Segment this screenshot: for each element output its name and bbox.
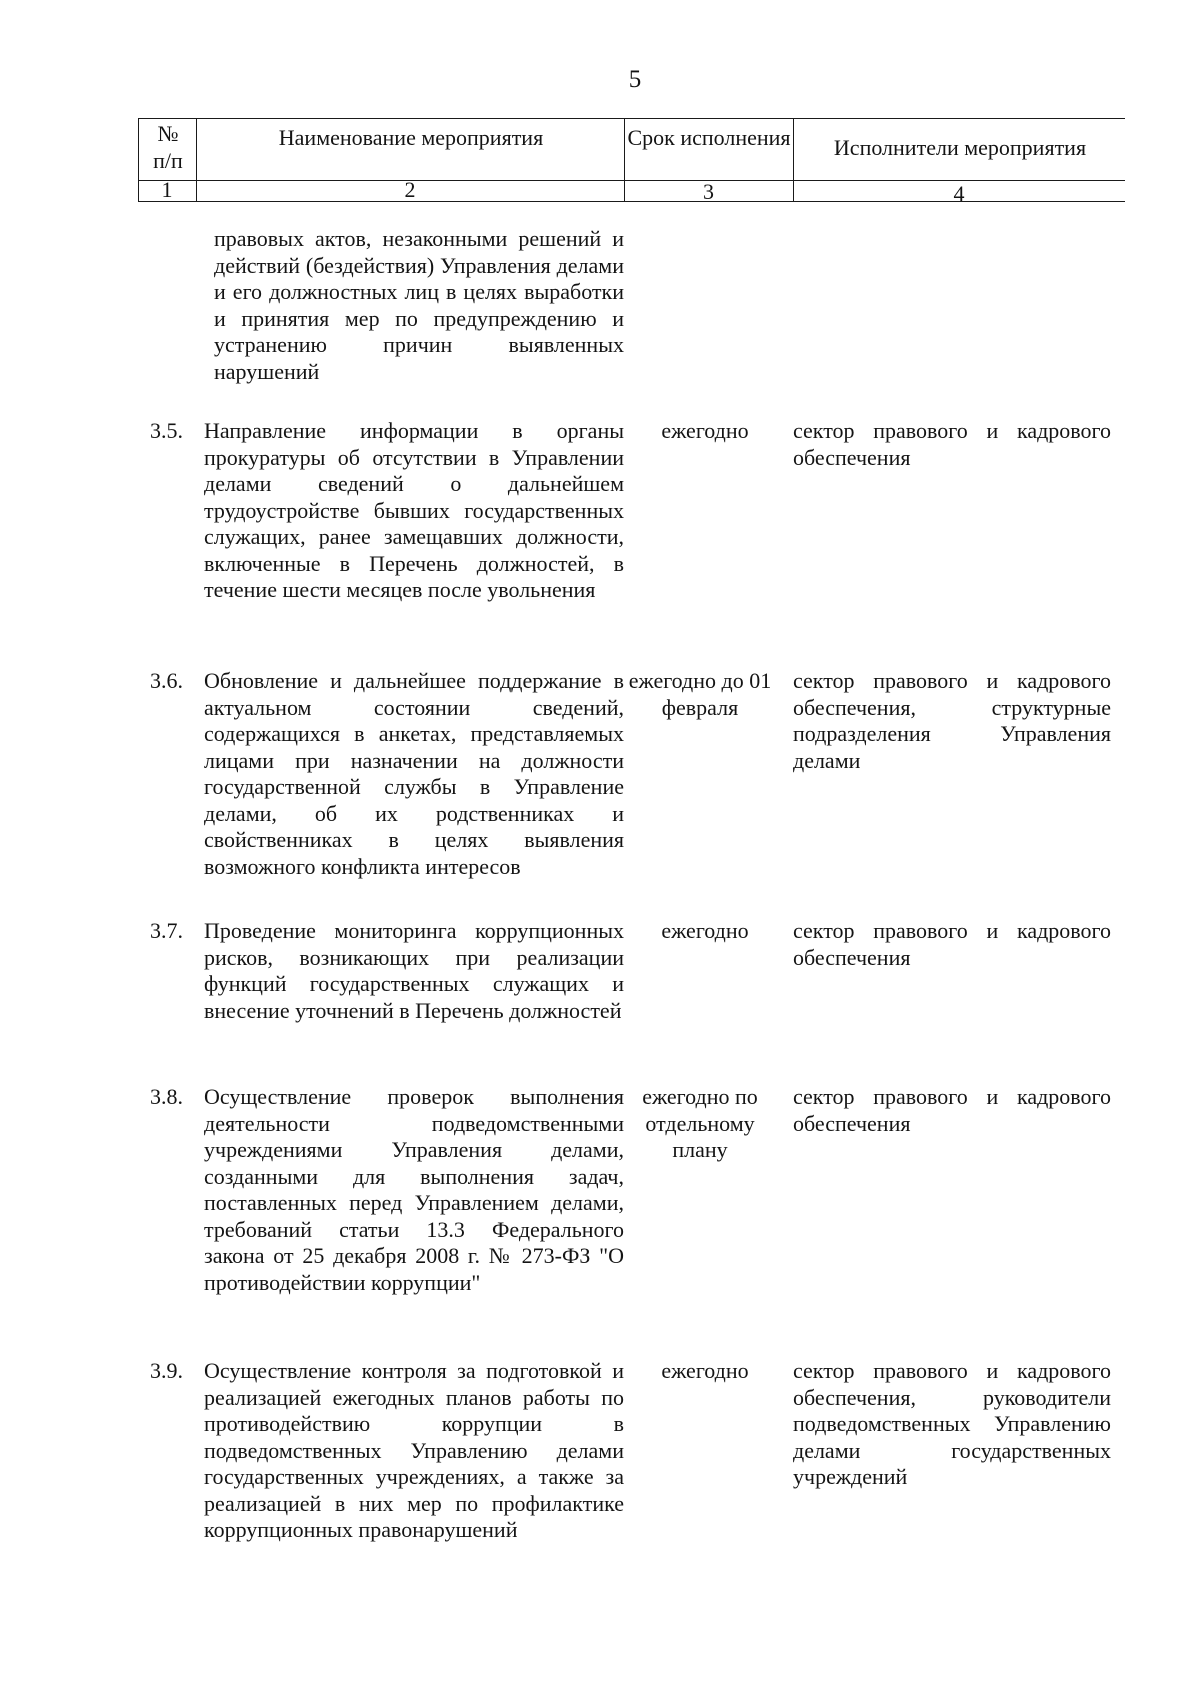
header-idx-3: 3 <box>703 179 714 204</box>
row-term: ежегодно по отдельному плану <box>642 1084 758 1162</box>
row-number: 3.8. <box>150 1084 183 1109</box>
table-header <box>138 118 1125 224</box>
header-term: Срок исполнения <box>627 125 791 150</box>
row-term: ежегодно до 01 февраля <box>628 668 772 720</box>
row-name: Направление информации в органы прокуратуры об отсутствии в Управлении делами сведений о дальнейшем трудоустройстве бывших государственных служащих, ранее замещавших должности, включенные в Перечень должностей, в течение шести месяцев после увольнения <box>204 418 624 602</box>
row-executors: сектор правового и кадрового обеспечения, структурные подразделения Управления делами <box>793 668 1111 773</box>
row-executors: сектор правового и кадрового обеспечения, руководители подведомственных Управлению делами государственных учреждений <box>793 1358 1111 1489</box>
header-exec: Исполнители мероприятия <box>833 135 1087 160</box>
row-number: 3.7. <box>150 918 183 943</box>
row-term: ежегодно <box>661 918 749 943</box>
table-row <box>0 1084 1200 1324</box>
row-number: 3.9. <box>150 1358 183 1383</box>
header-idx-1: 1 <box>161 177 173 202</box>
header-name: Наименование мероприятия <box>278 125 544 150</box>
table-row <box>0 1358 1200 1598</box>
table-row <box>0 418 1200 638</box>
row-name: Осуществление контроля за подготовкой и реализацией ежегодных планов работы по противодействию коррупции в подведомственных Управлению делами государственных учреждениях, а также за реализацией в них мер по профилактике коррупционных правонарушений <box>204 1358 624 1542</box>
row-number: 3.6. <box>150 668 183 693</box>
page-number: 5 <box>628 66 642 93</box>
row-name: Обновление и дальнейшее поддержание в актуальном состоянии сведений, содержащихся в анкетах, представляемых лицами при назначении на должности государственной службы в Управление делами, об их родственниках и свойственниках в целях выявления возможного конфликта интересов <box>204 668 624 879</box>
table-row <box>0 918 1200 1058</box>
row-name: Проведение мониторинга коррупционных рисков, возникающих при реализации функций государственных служащих и внесение уточнений в Перечень должностей <box>204 918 624 1023</box>
row-number: 3.5. <box>150 418 183 443</box>
table-row <box>0 226 1200 386</box>
row-term: ежегодно <box>661 1358 749 1383</box>
row-name: Осуществление проверок выполнения деятельности подведомственными учреждениями Управления делами, созданными для выполнения задач, поставленных перед Управлением делами, требований статьи 13.3 Федерального закона от 25 декабря 2008 г. № 273-ФЗ "О противодействии коррупции" <box>204 1084 624 1295</box>
header-num: № п/п <box>153 121 183 173</box>
row-executors: сектор правового и кадрового обеспечения <box>793 918 1111 970</box>
header-idx-4: 4 <box>953 181 965 206</box>
table-row <box>0 668 1200 888</box>
row-name: правовых актов, незаконными решений и действий (бездействия) Управления делами и его должностных лиц в целях выработки и принятия мер по предупреждению и устранению причин выявленных нарушений <box>214 226 624 384</box>
row-executors: сектор правового и кадрового обеспечения <box>793 418 1111 470</box>
row-term: ежегодно <box>661 418 749 443</box>
row-executors: сектор правового и кадрового обеспечения <box>793 1084 1111 1136</box>
header-idx-2: 2 <box>404 177 416 202</box>
